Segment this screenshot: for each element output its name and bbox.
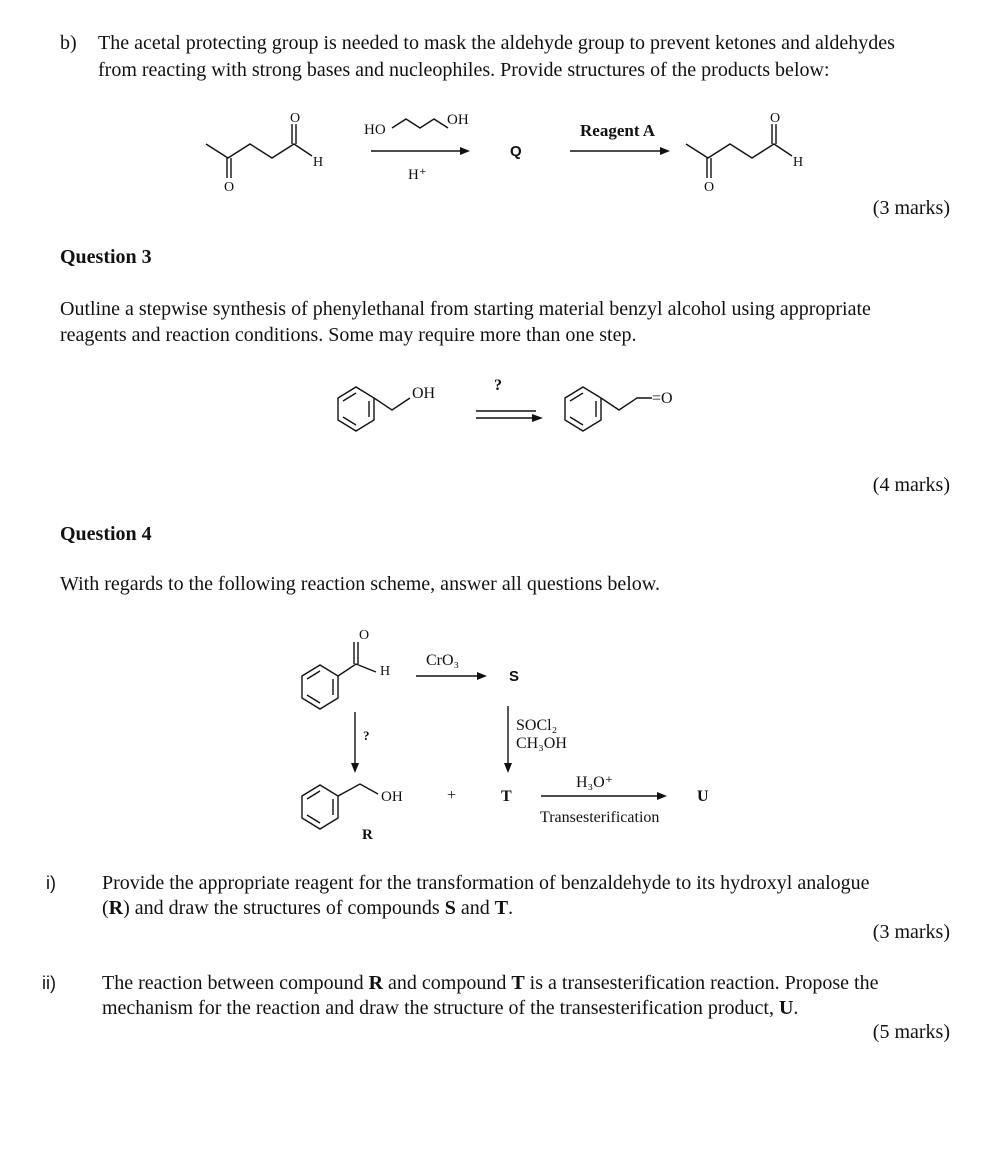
q4-i-r: R xyxy=(108,897,124,919)
q4-i-text: ) and draw the structures of compounds xyxy=(123,897,445,919)
phenylethanal-chain xyxy=(601,398,652,410)
right-aldehyde-o: O xyxy=(770,111,781,126)
q4-ii-line-1 xyxy=(102,970,878,996)
diol-ho: HO xyxy=(364,122,386,138)
compound-s: S xyxy=(509,668,520,685)
r-oh: OH xyxy=(381,789,403,805)
left-aldehyde-o: O xyxy=(290,111,301,126)
q3-line-1: Outline a stepwise synthesis of phenylethanal from starting material benzyl alcohol using appropriate xyxy=(60,298,871,320)
q4-i-label: i) xyxy=(46,873,56,893)
benzaldehyde-ring xyxy=(302,665,338,709)
q4-i-period: . xyxy=(508,897,514,919)
q4-ii-r: R xyxy=(368,972,384,994)
reagent-a: Reagent A xyxy=(580,121,656,140)
h3o-label: H₃O⁺ xyxy=(576,774,614,791)
q4-ii-line-2 xyxy=(102,995,798,1021)
q4-ii-period: . xyxy=(793,997,799,1019)
benzaldehyde-o: O xyxy=(359,628,370,643)
q4-i-line-2 xyxy=(102,895,513,921)
compound-u: U xyxy=(697,788,709,805)
q3-marks: (4 marks) xyxy=(872,474,950,496)
part-b-marks: (3 marks) xyxy=(872,197,950,219)
q4-title: Question 4 xyxy=(60,523,152,545)
socl2-label: SOCl₂ xyxy=(516,717,558,734)
q3-title: Question 3 xyxy=(60,246,152,268)
product-q: Q xyxy=(510,143,522,160)
q4-ii-text-c: is a transesterification reaction. Propose the xyxy=(524,972,879,994)
part-b-line-2: from reacting with strong bases and nucleophiles. Provide structures of the products below: xyxy=(98,59,830,81)
left-ketone-o: O xyxy=(224,180,235,195)
transesterification-label: Transesterification xyxy=(540,809,660,826)
benzyl-ch2-oh xyxy=(374,398,410,410)
q4-i-marks: (3 marks) xyxy=(872,921,950,943)
diol-oh: OH xyxy=(447,112,469,128)
q4-ii-u: U xyxy=(778,997,794,1019)
phenylethanal-ring xyxy=(565,387,601,431)
part-b-line-1: The acetal protecting group is needed to mask the aldehyde group to prevent ketones and aldehydes xyxy=(98,32,895,54)
q4-ii-t: T xyxy=(511,972,525,994)
q4-i-and: and xyxy=(455,897,495,919)
q3-line-2: reagents and reaction conditions. Some may require more than one step. xyxy=(60,324,637,346)
compound-r: R xyxy=(362,827,373,843)
q4-i-line-1: Provide the appropriate reagent for the transformation of benzaldehyde to its hydroxyl analogue xyxy=(102,872,870,894)
benzyl-alcohol-ring xyxy=(338,387,374,431)
compound-t: T xyxy=(501,788,512,805)
q4-ii-text-a: The reaction between compound xyxy=(102,972,369,994)
benzaldehyde-chain xyxy=(338,664,376,676)
q4-ii-text-d: mechanism for the reaction and draw the structure of the transesterification product, xyxy=(102,997,779,1019)
q3-question-mark: ? xyxy=(494,377,502,394)
left-keto-aldehyde-chain xyxy=(206,144,312,158)
benzaldehyde-h: H xyxy=(380,664,391,679)
cro3-label: CrO₃ xyxy=(426,652,460,669)
right-keto-aldehyde-chain xyxy=(686,144,792,158)
q3-oh: OH xyxy=(412,385,436,402)
q4-ii-label: ii) xyxy=(42,973,56,993)
benzyl-alcohol-r-ring xyxy=(302,785,338,829)
q4-i-s: S xyxy=(444,897,456,919)
plus-sign: + xyxy=(447,787,457,804)
right-ketone-o: O xyxy=(704,180,715,195)
acid-catalyst: H⁺ xyxy=(408,167,427,183)
right-aldehyde-h: H xyxy=(793,155,804,170)
left-aldehyde-h: H xyxy=(313,155,324,170)
ethylene-glycol-chain xyxy=(392,119,448,128)
q4-ii-text-b: and compound xyxy=(383,972,512,994)
q4-ii-marks: (5 marks) xyxy=(872,1021,950,1043)
ch3oh-label: CH₃OH xyxy=(516,735,567,752)
q4-i-paren-open: ( xyxy=(102,897,109,919)
q4-question-mark: ? xyxy=(363,728,370,743)
q4-intro: With regards to the following reaction scheme, answer all questions below. xyxy=(60,573,660,595)
q4-i-t: T xyxy=(494,897,509,919)
part-b-label: b) xyxy=(60,32,77,54)
q3-carbonyl: =O xyxy=(652,390,673,407)
benzyl-alcohol-r-chain xyxy=(338,784,378,796)
